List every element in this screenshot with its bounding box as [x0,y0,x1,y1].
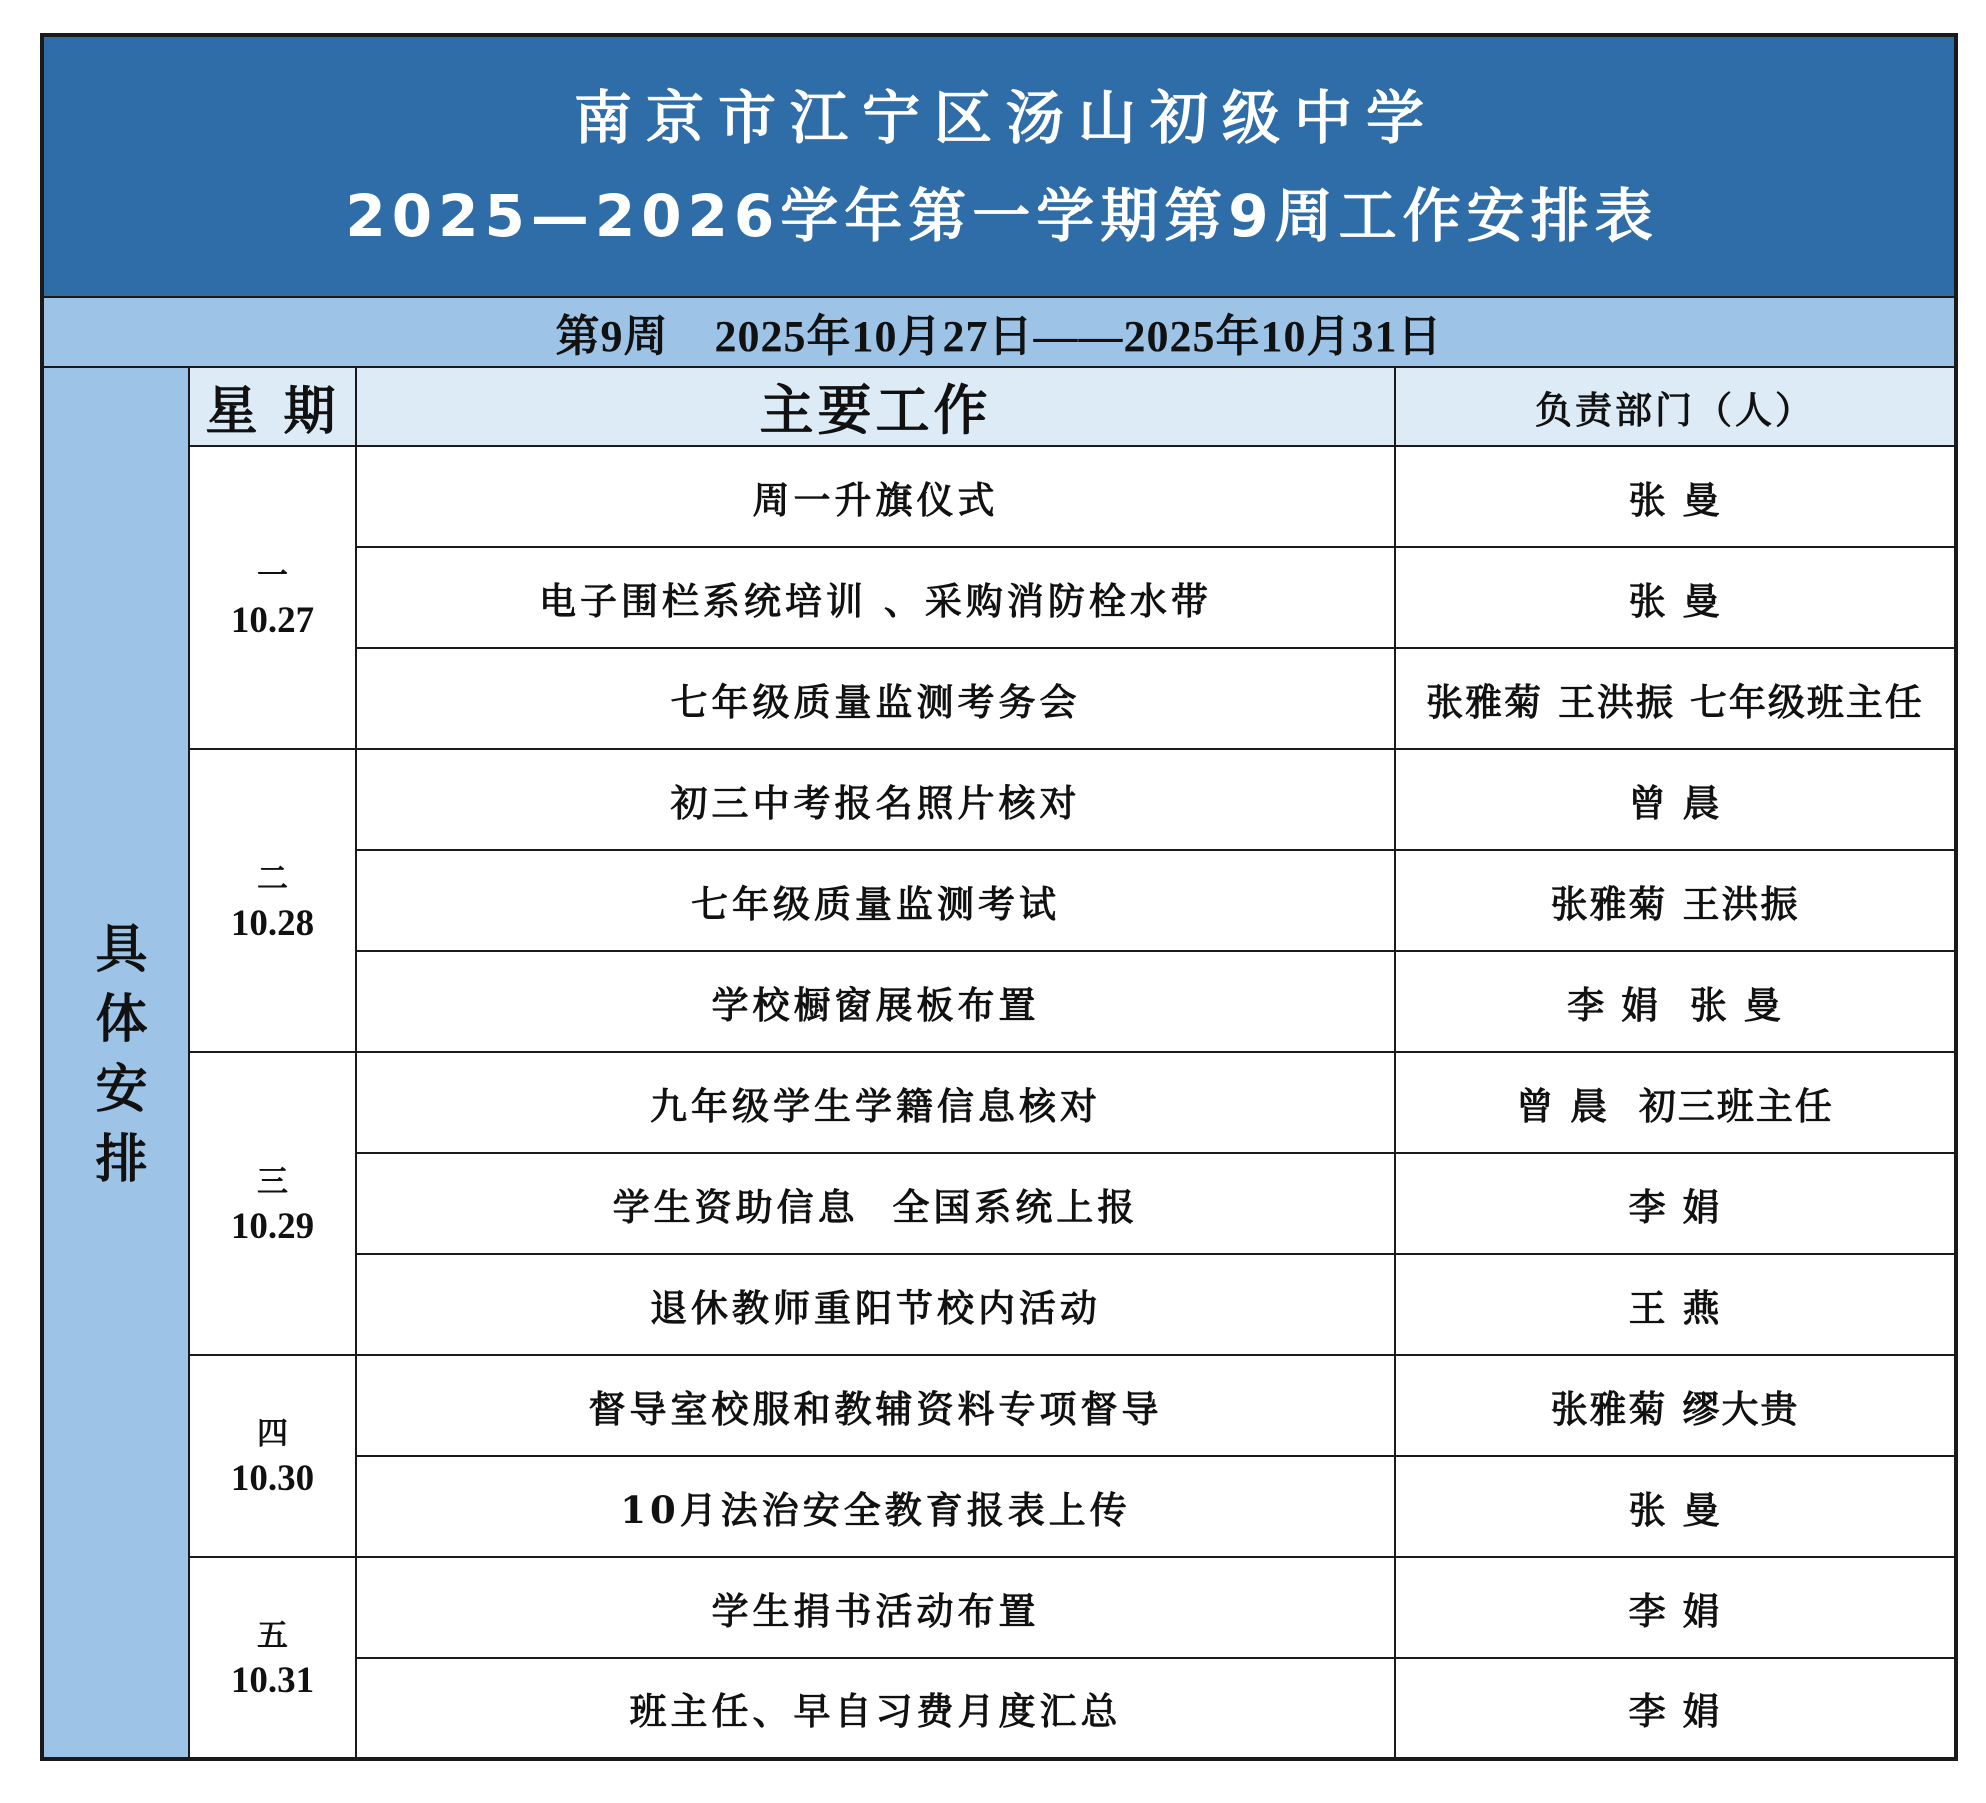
task-work: 10月法治安全教育报表上传 [356,1456,1395,1557]
header-main-work: 主要工作 [356,367,1395,446]
task-work: 班主任、早自习费月度汇总 [356,1658,1395,1759]
day-name: 五 [257,1617,288,1654]
day-name: 一 [257,557,288,594]
task-owner: 李 娟 张 曼 [1395,951,1956,1052]
task-owner: 张 曼 [1395,1456,1956,1557]
task-work: 周一升旗仪式 [356,446,1395,547]
day-date: 10.28 [230,902,315,944]
task-work: 九年级学生学籍信息核对 [356,1052,1395,1153]
day-date: 10.27 [230,599,315,641]
day-cell-tuesday [189,749,356,1052]
task-work: 学校橱窗展板布置 [356,951,1395,1052]
header-owner: 负责部门（人） [1395,367,1956,446]
task-work: 电子围栏系统培训 、采购消防栓水带 [356,547,1395,648]
task-owner: 张雅菊 缪大贵 [1395,1355,1956,1456]
task-work: 七年级质量监测考务会 [356,648,1395,749]
day-date: 10.31 [230,1659,315,1701]
task-work: 初三中考报名照片核对 [356,749,1395,850]
school-name: 南京市江宁区汤山初级中学 [574,83,1439,152]
table-row [42,1557,1956,1658]
task-owner: 曾 晨 初三班主任 [1395,1052,1956,1153]
task-owner: 张 曼 [1395,547,1956,648]
task-owner: 李 娟 [1395,1153,1956,1254]
table-row [42,446,1956,547]
week-bar [42,297,1956,367]
day-date: 10.30 [230,1458,315,1499]
table-row [42,1052,1956,1153]
task-owner: 张雅菊 王洪振 [1395,850,1956,951]
day-cell-friday [189,1557,356,1759]
task-work: 七年级质量监测考试 [356,850,1395,951]
side-label: 具体安排 [86,920,147,1201]
day-cell-monday [189,446,356,749]
week-number: 第9周 [555,312,669,361]
side-label-cell [42,367,189,1759]
task-owner: 李 娟 [1395,1557,1956,1658]
task-owner: 张雅菊 王洪振 七年级班主任 [1395,648,1956,749]
header-weekday: 星 期 [189,367,356,446]
task-owner: 曾 晨 [1395,749,1956,850]
task-owner: 张 曼 [1395,446,1956,547]
task-work: 督导室校服和教辅资料专项督导 [356,1355,1395,1456]
task-owner: 王 燕 [1395,1254,1956,1355]
week-date-range: 2025年10月27日——2025年10月31日 [714,312,1443,361]
task-work: 退休教师重阳节校内活动 [356,1254,1395,1355]
day-cell-wednesday [189,1052,356,1355]
day-date: 10.29 [230,1205,315,1247]
table-row [42,749,1956,850]
title-banner [42,35,1956,297]
task-work: 学生捐书活动布置 [356,1557,1395,1658]
schedule-table [40,33,1958,1761]
day-name: 三 [257,1163,288,1200]
task-work: 学生资助信息 全国系统上报 [356,1153,1395,1254]
day-cell-thursday [189,1355,356,1557]
task-owner: 李 娟 [1395,1658,1956,1759]
weekly-schedule-sheet [40,33,1954,1761]
day-name: 四 [257,1416,288,1452]
day-name: 二 [257,860,288,897]
table-row [42,1355,1956,1456]
schedule-title: 2025—2026学年第一学期第9周工作安排表 [345,181,1659,250]
